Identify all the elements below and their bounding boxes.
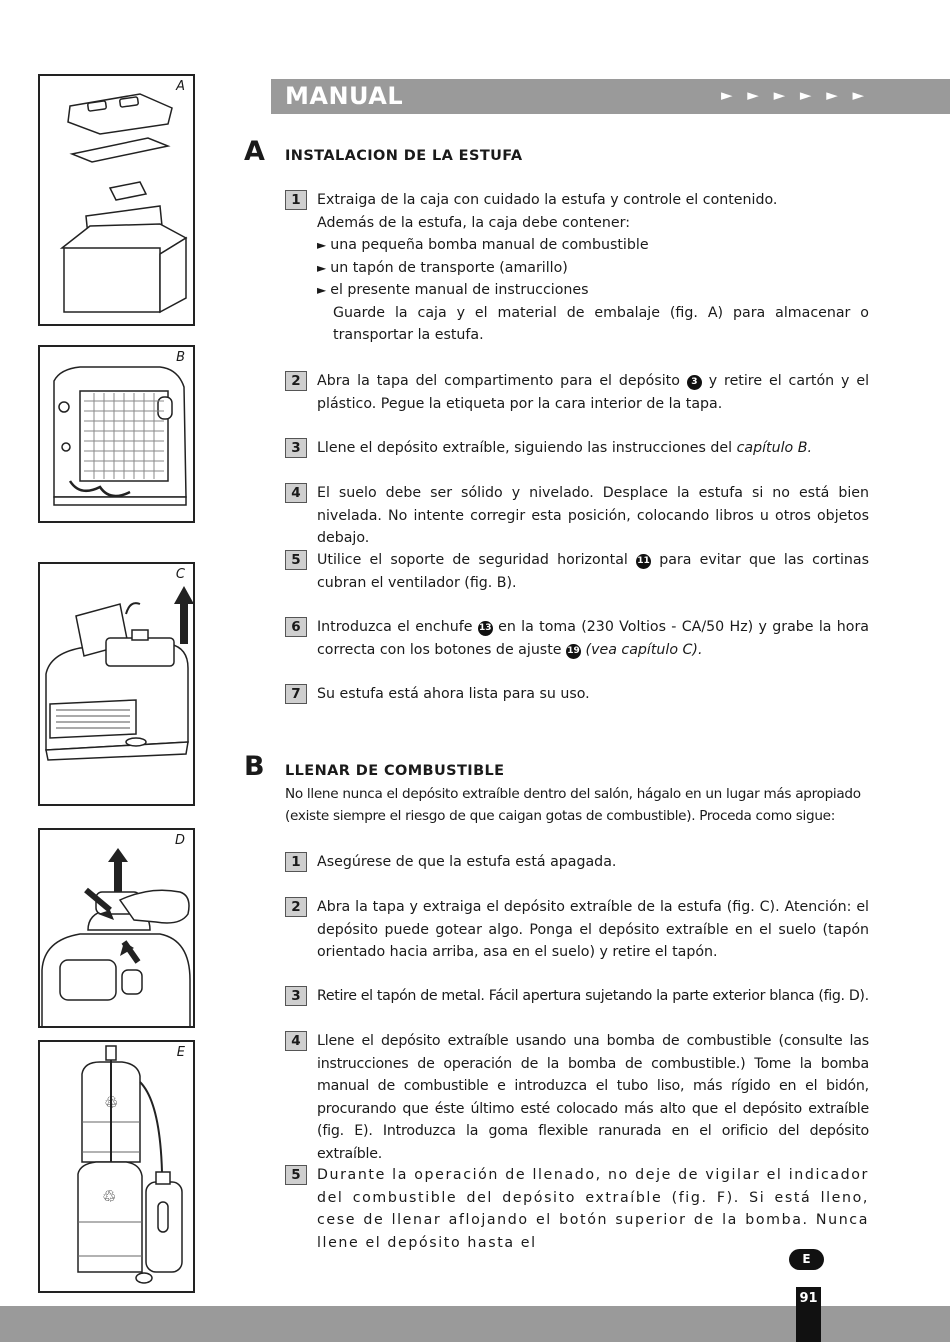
section-letter: B: [244, 751, 265, 782]
step-number: 1: [285, 190, 307, 210]
page-number: 91: [796, 1287, 821, 1342]
figure-e: [38, 1040, 195, 1293]
section-letter: A: [244, 136, 265, 167]
step-text: Llene el depósito extraíble usando una bomba de combustible (consulte las instrucciones de operación de la bomba de combustible.) Tome la bomba manual de combustible e introduzca el tubo liso, más rígido en el bidón, procurando que éste último esté colocado más alto que el depósito extraíble (fig. E). Introduzca la goma flexible ranurada en el orificio del depósito extraíble.: [317, 1033, 869, 1162]
step-text: Durante la operación de llenado, no deje de vigilar el indicador del combustible del depósito extraíble (fig. F). Si está lleno, cese de llenar aflojando el botón superior de la bomba. Nunca llene el depósito hasta el: [317, 1167, 869, 1251]
step-text: Abra la tapa y extraiga el depósito extraíble de la estufa (fig. C). Atención: el depósito puede gotear algo. Ponga el depósito extraíble en el suelo (tapón orientado hacia arriba, asa en el suelo) y retire el tapón.: [317, 899, 869, 960]
bullet-arrow-icon: ►: [317, 283, 327, 297]
step-text: Retire el tapón de metal. Fácil apertura sujetando la parte exterior blanca (fig. D).: [317, 988, 869, 1004]
figure-label: A: [176, 79, 185, 94]
ref-number-icon: 3: [687, 375, 702, 390]
step-note: Guarde la caja y el material de embalaje (fig. A) para almacenar o transportar la estufa.: [333, 304, 869, 343]
section-title: LLENAR DE COMBUSTIBLE: [285, 763, 505, 779]
step-text: Abra la tapa del compartimento para el depósito 3 y retire el cartón y el plástico. Pegue la etiqueta por la cara interior de la tapa.: [317, 373, 870, 412]
step-number: 5: [285, 550, 307, 570]
stove-box-unpacking-icon: [40, 76, 195, 326]
step-number: 3: [285, 438, 307, 458]
figure-label: B: [176, 350, 185, 365]
step-number: 1: [285, 852, 307, 872]
bullet-arrow-icon: ►: [317, 238, 327, 252]
step-text: El suelo debe ser sólido y nivelado. Desplace la estufa si no está bien nivelada. No intente corregir esta posición, colocando libros u otros objetos debajo.: [317, 485, 869, 546]
figure-d: [38, 828, 195, 1028]
language-badge: E: [789, 1249, 824, 1270]
figure-label: E: [176, 1045, 185, 1060]
step-number: 2: [285, 897, 307, 917]
section-title: INSTALACION DE LA ESTUFA: [285, 148, 523, 164]
section-intro: No llene nunca el depósito extraíble dentro del salón, hágalo en un lugar más apropiado (existe siempre el riesgo de que caigan gotas de combustible). Proceda como sigue:: [285, 786, 861, 824]
list-item: ► una pequeña bomba manual de combustible: [317, 237, 649, 253]
list-item: ► un tapón de transporte (amarillo): [317, 259, 568, 276]
bullet-arrow-icon: ►: [317, 260, 327, 275]
svg-text:♲: ♲: [102, 1187, 117, 1206]
figure-label: D: [174, 833, 185, 848]
ref-number-icon: 19: [566, 644, 581, 659]
step-number: 4: [285, 1031, 307, 1051]
stove-back-view-icon: [40, 347, 195, 523]
step-number: 4: [285, 483, 307, 503]
step-text: Utilice el soporte de seguridad horizontal 11 para evitar que las cortinas cubran el ventilador (fig. B).: [317, 552, 869, 591]
step-text: Su estufa está ahora lista para su uso.: [317, 686, 590, 702]
header-arrows-icon: ► ► ► ► ► ►: [721, 86, 865, 104]
list-item: ► el presente manual de instrucciones: [317, 282, 589, 298]
step-number: 3: [285, 986, 307, 1006]
ref-number-icon: 13: [478, 621, 493, 636]
step-text: Asegúrese de que la estufa está apagada.: [317, 854, 617, 870]
step-text: Extraiga de la caja con cuidado la estufa y controle el contenido. Además de la estufa, la caja debe contener: ► una pequeña bomba manual de combustible ► un tapón de transporte (amarillo) ► el presente manual de instrucciones Guarde la caja y el material de embalaje (fig. A) para almacenar o transportar la estufa.: [317, 189, 869, 347]
figure-b: [38, 345, 195, 523]
step-number: 6: [285, 617, 307, 637]
tank-cap-opening-icon: [40, 830, 195, 1028]
stove-tank-removal-icon: [40, 564, 195, 806]
step-number: 5: [285, 1165, 307, 1185]
figure-label: C: [175, 567, 185, 582]
svg-text:♲: ♲: [104, 1093, 119, 1112]
figure-c: [38, 562, 195, 806]
manual-header-bar: [271, 79, 950, 114]
fuel-pump-refill-icon: [40, 1042, 195, 1293]
ref-number-icon: 11: [636, 554, 651, 569]
step-number: 7: [285, 684, 307, 704]
step-text: Llene el depósito extraíble, siguiendo las instrucciones del capítulo B.: [317, 440, 812, 456]
page-title: MANUAL: [285, 82, 404, 110]
figure-a: [38, 74, 195, 326]
step-number: 2: [285, 371, 307, 391]
step-text: Introduzca el enchufe 13 en la toma (230 Voltios - CA/50 Hz) y grabe la hora correcta con los botones de ajuste 19 (vea capítulo C).: [317, 619, 869, 658]
